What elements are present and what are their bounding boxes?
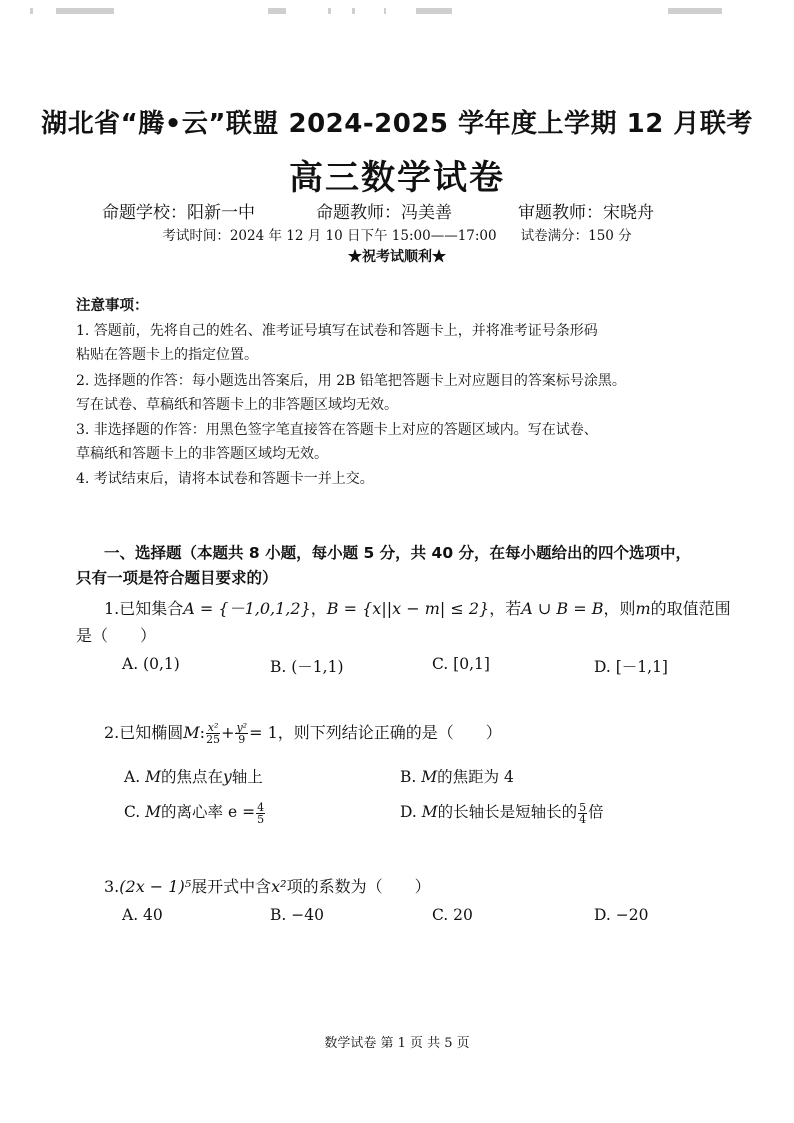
option-var: M [145, 803, 162, 821]
q2-option-a [124, 765, 263, 787]
notice-line: 1. 答题前，先将自己的姓名、准考证号填写在试卷和答题卡上，并将准考证号条形码 [76, 323, 598, 339]
fraction-denominator: 4 [579, 812, 587, 826]
option-var: M [145, 768, 161, 786]
q2-option-b [400, 765, 514, 787]
question-3-stem [104, 874, 431, 897]
option-text: 的焦距为 4 [437, 768, 514, 786]
exam-time: 考试时间：2024 年 12 月 10 日下午 15:00——17:00 [162, 228, 497, 244]
fraction-numerator: 5 [579, 800, 587, 814]
q1-option-d: D. [－1,1] [594, 658, 668, 676]
q3-option-d: D. −20 [594, 906, 649, 924]
fraction-y2-9 [235, 722, 248, 745]
notice-line: 草稿纸和答题卡上的非答题区域均无效。 [76, 446, 328, 462]
q3-expression: (2x − 1)⁵ [119, 877, 192, 896]
q2-text: 2.已知椭圆 [104, 723, 184, 742]
q3-text: 3. [104, 877, 120, 896]
q1-separator: ， [310, 599, 327, 618]
option-text: 轴上 [231, 768, 263, 786]
option-text: 的离心率 e = [161, 803, 256, 821]
question-2-stem [104, 720, 502, 745]
q1-option-a: A. (0,1) [122, 655, 180, 673]
scan-mark [30, 8, 33, 14]
option-text: 的焦点在 [160, 768, 223, 786]
scan-mark [56, 8, 114, 14]
scan-mark [352, 8, 355, 14]
exam-title-line2: 高三数学试卷 [289, 158, 505, 198]
section-heading-line1: 一、选择题（本题共 8 小题，每小题 5 分，共 40 分，在每小题给出的四个选项中， [104, 544, 692, 562]
fraction-x2-25 [206, 722, 220, 745]
full-score: 试卷满分：150 分 [520, 228, 632, 244]
author-label: 命题教师：冯美善 [316, 203, 452, 223]
q1-set-b: B = {x||x − m| ≤ 2} [326, 599, 490, 618]
q1-set-a: A = {－1,0,1,2} [183, 599, 311, 618]
exam-info-line [0, 224, 794, 244]
q1-text: 的取值范围 [650, 599, 731, 618]
q1-text: ，则 [603, 599, 636, 618]
q3-option-a: A. 40 [122, 906, 163, 924]
fraction-denominator: 9 [238, 733, 246, 746]
question-1-stem [104, 596, 731, 619]
scan-mark [416, 8, 452, 14]
fraction-4-5 [256, 802, 265, 825]
q1-option-b: B. (－1,1) [270, 658, 344, 676]
q2-text: ，则下列结论正确的是（ ） [277, 723, 502, 742]
fraction-numerator: 4 [257, 800, 265, 814]
notice-line: 4. 考试结束后，请将本试卷和答题卡一并上交。 [76, 471, 374, 487]
option-letter: C. [124, 803, 146, 821]
q3-text: 展开式中含 [191, 877, 272, 896]
q1-option-c: C. [0,1] [432, 655, 490, 673]
fraction-denominator: 5 [257, 812, 265, 826]
fraction-denominator: 25 [206, 733, 221, 746]
q3-term: x² [271, 877, 287, 896]
option-letter: A. [124, 768, 146, 786]
q2-option-d [400, 800, 604, 825]
scan-artifact-strip [0, 4, 794, 18]
option-var: y [222, 768, 232, 786]
reviewer-label: 审题教师：宋晓舟 [518, 203, 654, 223]
notice-line: 写在试卷、草稿纸和答题卡上的非答题区域均无效。 [76, 397, 398, 413]
scan-mark [384, 8, 386, 14]
q1-text: 1.已知集合 [104, 599, 184, 618]
scan-mark [268, 8, 286, 14]
q2-variable-m: M [183, 723, 200, 742]
q3-text: 项的系数为（ ） [286, 877, 431, 896]
q1-condition: A ∪ B = B [521, 599, 604, 618]
scan-mark [328, 8, 331, 14]
option-letter: B. [400, 768, 422, 786]
notice-title: 注意事项： [76, 298, 149, 314]
exam-title-line1: 湖北省“腾•云”联盟 2024-2025 学年度上学期 12 月联考 [41, 109, 753, 139]
option-text: 倍 [588, 803, 604, 821]
option-var: M [421, 768, 438, 786]
fraction-numerator: x² [207, 721, 219, 734]
fraction-5-4 [578, 802, 587, 825]
section-heading-line2: 只有一项是符合题目要求的） [76, 569, 278, 587]
notice-line: 粘贴在答题卡上的指定位置。 [76, 347, 258, 363]
notice-line: 3. 非选择题的作答：用黑色签字笔直接答在答题卡上对应的答题区域内。写在试卷、 [76, 422, 598, 438]
question-1-stem-cont: 是（ ） [76, 626, 157, 645]
q1-text: ，若 [489, 599, 522, 618]
school-label: 命题学校：阳新一中 [102, 203, 255, 223]
notice-line: 2. 选择题的作答：每小题选出答案后，用 2B 铅笔把答题卡上对应题目的答案标号涂黑。 [76, 373, 626, 389]
page-footer: 数学试卷 第 1 页 共 5 页 [324, 1036, 470, 1051]
q2-plus: + [221, 723, 235, 742]
option-var: M [421, 803, 438, 821]
scan-mark [668, 8, 722, 14]
option-letter: D. [400, 803, 422, 821]
q3-option-b: B. −40 [270, 906, 324, 924]
q1-variable-m: m [635, 599, 651, 618]
q2-option-c [124, 800, 266, 825]
q2-colon: : [199, 723, 206, 742]
q3-option-c: C. 20 [432, 906, 473, 924]
blessing: ★祝考试顺利★ [348, 249, 446, 265]
fraction-numerator: y² [236, 721, 248, 734]
q2-equals: = 1 [249, 723, 278, 742]
option-text: 的长轴长是短轴长的 [437, 803, 578, 821]
